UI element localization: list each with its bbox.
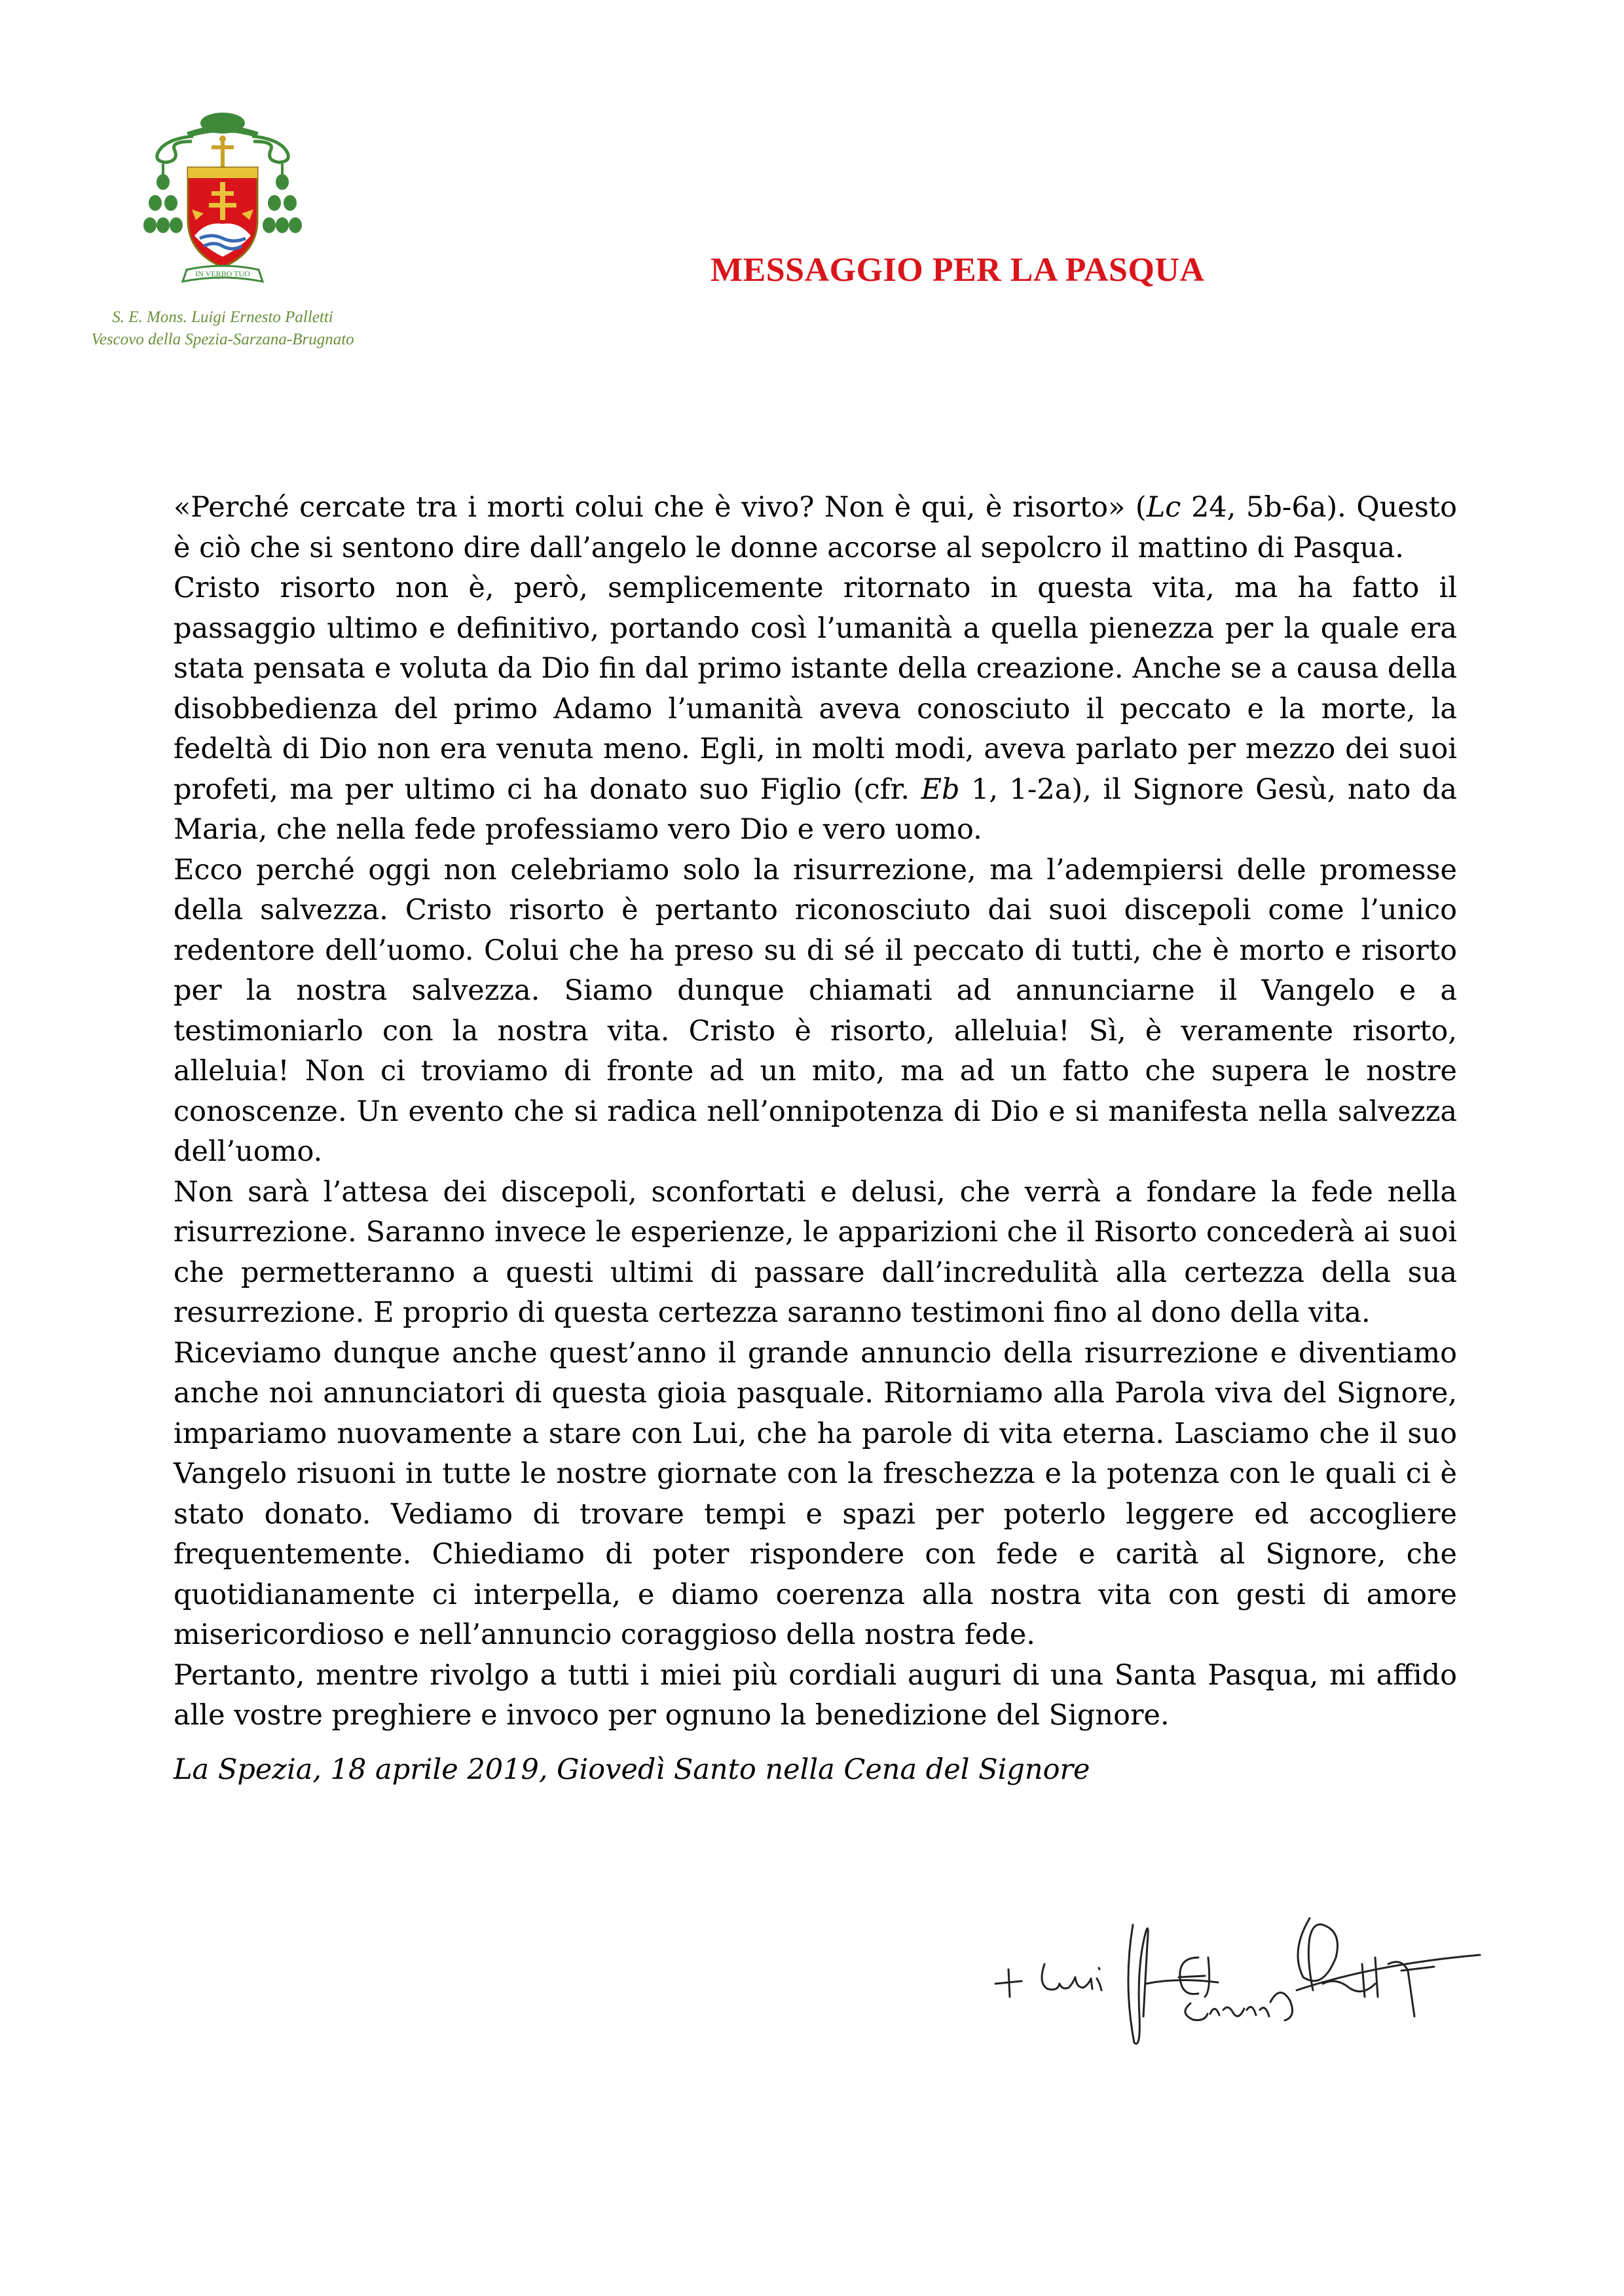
- bishop-name: S. E. Mons. Luigi Ernesto Palletti: [112, 308, 333, 326]
- paragraph-text: Cristo risorto non è, però, semplicemente ritornato in questa vita, ma ha fatto il passaggio ultimo e definitivo, portando così l’umanità a quella pienezza per la quale era stata pensata e voluta da Dio fin dal primo istante della creazione. Anche se a causa della disobbedienza del primo Adamo l’umanità aveva conosciuto il peccato e la morte, la fedeltà di Dio non era venuta meno. Egli, in molti modi, aveva parlato per mezzo dei suoi profeti, ma per ultimo ci ha donato suo Figlio (cfr.: [174, 572, 1457, 806]
- paragraph-text: «Perché cercate tra i morti colui che è vivo? Non è qui, è risorto» (: [174, 491, 1147, 524]
- dateline: La Spezia, 18 aprile 2019, Giovedì Santo nella Cena del Signore: [174, 1753, 1090, 1786]
- scripture-reference: Eb: [921, 773, 960, 806]
- bishop-title: Vescovo della Spezia-Sarzana-Brugnato: [91, 331, 354, 348]
- bishop-caption: [39, 306, 406, 351]
- scripture-reference: Lc: [1146, 491, 1181, 524]
- paragraph: Riceviamo dunque anche quest’anno il grande annuncio della risurrezione e diventiamo anche noi annunciatori di questa gioia pasquale. Ritorniamo alla Parola viva del Signore, impariamo nuovamente a stare con Lui, che ha parole di vita eterna. Lasciamo che il suo Vangelo risuoni in tutte le nostre giornate con la freschezza e la potenza con le quali ci è stato donato. Vediamo di trovare tempi e spazi per poterlo leggere ed accogliere frequentemente. Chiediamo di poter rispondere con fede e carità al Signore, che quotidianamente ci interpella, e diamo coerenza alla nostra vita con gesti di amore misericordioso e nell’annuncio coraggioso della nostra fede.: [174, 1336, 1457, 1651]
- coat-of-arms-icon: [141, 105, 304, 295]
- letter-body: [174, 488, 1457, 1736]
- paragraph: Ecco perché oggi non celebriamo solo la risurrezione, ma l’adempiersi delle promesse della salvezza. Cristo risorto è pertanto riconosciuto dai suoi discepoli come l’unico redentore dell’uomo. Colui che ha preso su di sé il peccato di tutti, che è morto e risorto per la nostra salvezza. Siamo dunque chiamati ad annunciarne il Vangelo e a testimoniarlo con la nostra vita. Cristo è risorto, alleluia! Sì, è veramente risorto, alleluia! Non ci troviamo di fronte ad un mito, ma ad un fatto che supera le nostre conoscenze. Un evento che si radica nell’onnipotenza di Dio e si manifesta nella salvezza dell’uomo.: [174, 853, 1457, 1168]
- paragraph: Pertanto, mentre rivolgo a tutti i miei più cordiali auguri di una Santa Pasqua, mi affido alle vostre preghiere e invoco per ognuno la benedizione del Signore.: [174, 1658, 1457, 1732]
- paragraph-text: 1, 1-2a), il Signore Gesù, nato da Maria, che nella fede professiamo vero Dio e vero uomo.: [174, 773, 1457, 846]
- paragraph-text: 24, 5b-6a). Questo è ciò che si sentono dire dall’angelo le donne accorse al sepolcro il mattino di Pasqua.: [174, 491, 1457, 564]
- page-title: MESSAGGIO PER LA PASQUA: [710, 251, 1205, 289]
- paragraph: [174, 488, 1457, 568]
- paragraph: [174, 568, 1457, 850]
- svg-text:IN VERBO TUO: IN VERBO TUO: [195, 269, 250, 278]
- paragraph: Non sarà l’attesa dei discepoli, sconfortati e delusi, che verrà a fondare la fede nella risurrezione. Saranno invece le esperienze, le apparizioni che il Risorto concederà ai suoi che permetteranno a questi ultimi di passare dall’incredulità alla certezza della sua resurrezione. E proprio di questa certezza saranno testimoni fino al dono della vita.: [174, 1175, 1457, 1329]
- handwritten-signature-icon: [982, 1886, 1506, 2056]
